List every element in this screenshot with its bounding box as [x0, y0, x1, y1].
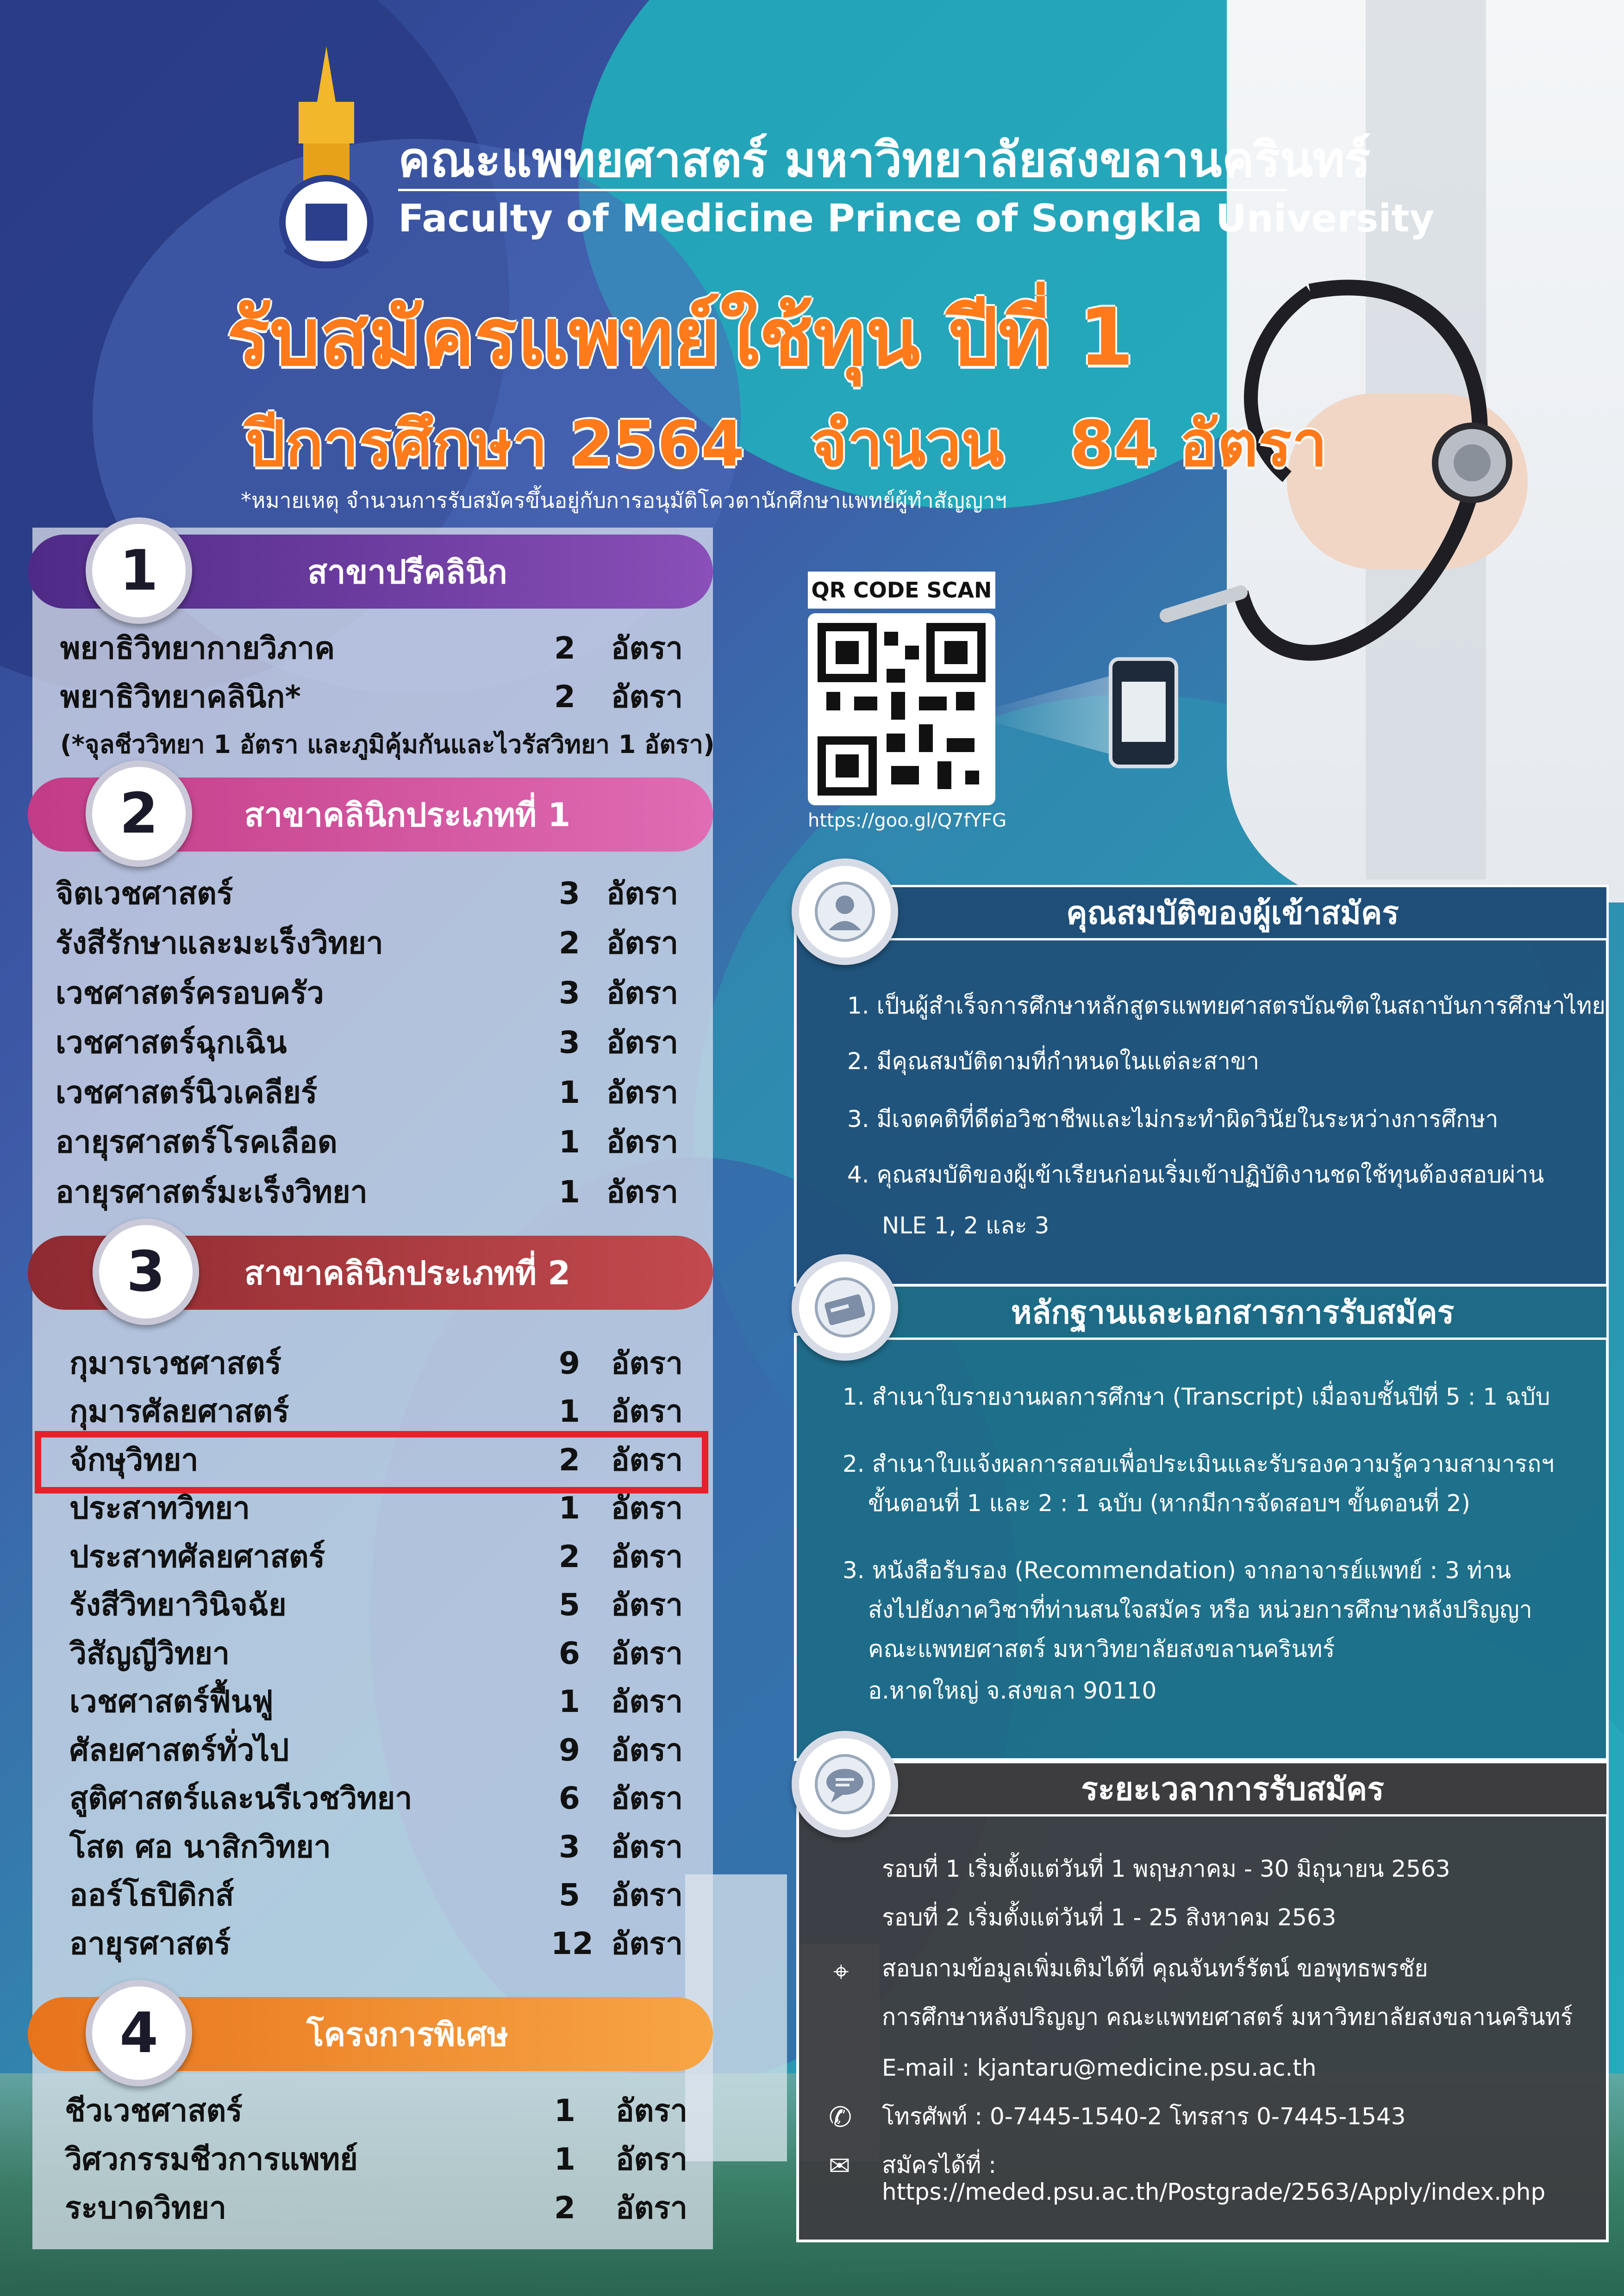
item-unit: อัตรา: [611, 678, 683, 715]
item-name: วิสัญญีวิทยา: [69, 1635, 230, 1671]
list-item: [56, 1020, 694, 1066]
item-count: 5: [559, 1877, 580, 1913]
main-title: รับสมัครแพทย์ใช้ทุน ปีที่ 1: [227, 291, 1134, 384]
item-unit: อัตรา: [606, 1174, 679, 1210]
item-count: 2: [559, 1442, 580, 1478]
document-2: 2. สำเนาใบแจ้งผลการสอบเพื่อประเมินและรับรองความรู้ความสามารถฯ: [843, 1450, 1555, 1477]
item-count: 3: [559, 875, 580, 911]
item-count: 2: [559, 1538, 580, 1574]
list-item: [69, 1533, 708, 1580]
highlight-box: [35, 1431, 708, 1493]
item-unit: อัตรา: [616, 2190, 688, 2226]
document-3-address: คณะแพทยศาสตร์ มหาวิทยาลัยสงขลานครินทร์: [868, 1636, 1335, 1662]
contact-line-1: สอบถามข้อมูลเพิ่มเติมได้ที่ คุณจันทร์รัตน์ ขอพุทธพรชัย: [882, 1955, 1428, 1982]
list-item: [65, 2136, 704, 2182]
qualifications-title: คุณสมบัติของผู้เข้าสมัคร: [1066, 895, 1399, 932]
list-item: [60, 673, 699, 720]
item-unit: อัตรา: [606, 1025, 679, 1060]
item-count: 1: [559, 1684, 580, 1719]
list-item: [69, 1872, 708, 1918]
document-3: 3. หนังสือรับรอง (Recommendation) จากอาจารย์แพทย์ : 3 ท่าน: [843, 1557, 1512, 1584]
qualification-2: 2. มีคุณสมบัติตามที่กำหนดในแต่ละสาขา: [847, 1048, 1260, 1075]
section-3-title: สาขาคลินิกประเภทที่ 2: [244, 1254, 571, 1292]
qualification-1: 1. เป็นผู้สำเร็จการศึกษาหลักสูตรแพทยศาสตรบัณฑิตในสถาบันการศึกษาไทย: [847, 992, 1605, 1019]
qualification-4-cont: NLE 1, 2 และ 3: [882, 1212, 1049, 1239]
mail-icon: ✉: [829, 2151, 850, 2181]
item-name: รังสีรักษาและมะเร็งวิทยา: [56, 925, 383, 961]
round-2: รอบที่ 2 เริ่มตั้งแต่วันที่ 1 - 25 สิงหาคม 2563: [882, 1904, 1337, 1931]
documents-title: หลักฐานและเอกสารการรับสมัคร: [1011, 1294, 1455, 1331]
item-unit: อัตรา: [606, 975, 679, 1011]
section-2-title: สาขาคลินิกประเภทที่ 1: [244, 796, 571, 834]
qr-url[interactable]: https://goo.gl/Q7fYFG: [808, 810, 1007, 831]
item-name: อายุรศาสตร์มะเร็งวิทยา: [56, 1174, 368, 1210]
qr-code-icon: [808, 613, 995, 805]
item-unit: อัตรา: [611, 1635, 683, 1671]
item-count: 3: [559, 975, 580, 1011]
qualification-4: 4. คุณสมบัติของผู้เข้าเรียนก่อนเริ่มเข้าปฏิบัติงานชดใช้ทุนต้องสอบผ่าน: [847, 1161, 1544, 1188]
section-2-number: 2: [86, 760, 192, 867]
item-name: วิศวกรรมชีวการแพทย์: [65, 2141, 358, 2177]
list-item: [69, 1775, 708, 1822]
qr-label: QR CODE SCAN: [808, 572, 995, 609]
item-name: ระบาดวิทยา: [65, 2190, 227, 2226]
item-count: 2: [554, 2190, 575, 2226]
item-count: 1: [559, 1124, 580, 1160]
item-unit: อัตรา: [611, 1442, 683, 1478]
item-count: 1: [559, 1074, 580, 1110]
item-count: 3: [559, 1829, 580, 1865]
period-title: ระยะเวลาการรับสมัคร: [1081, 1771, 1384, 1808]
qr-code[interactable]: [808, 613, 995, 805]
item-name: ประสาทวิทยา: [69, 1490, 250, 1526]
item-name: พยาธิวิทยาคลินิก*: [60, 678, 301, 715]
document-1: 1. สำเนาใบรายงานผลการศึกษา (Transcript) เมื่อจบชั้นปีที่ 5 : 1 ฉบับ: [843, 1383, 1550, 1410]
item-name: กุมารศัลยศาสตร์: [69, 1394, 289, 1429]
item-name: ศัลยศาสตร์ทั่วไป: [69, 1732, 289, 1768]
qualification-3: 3. มีเจตคติที่ดีต่อวิชาชีพและไม่กระทำผิดวินัยในระหว่างการศึกษา: [847, 1106, 1499, 1132]
section-3-number: 3: [93, 1219, 199, 1325]
document-3-city: อ.หาดใหญ่ จ.สงขลา 90110: [868, 1677, 1157, 1704]
section-1-number: 1: [86, 517, 192, 624]
item-name: ชีวเวชศาสตร์: [65, 2092, 243, 2128]
stethoscope-icon: [1148, 268, 1565, 824]
item-unit: อัตรา: [611, 1345, 683, 1381]
item-name: เวชศาสตร์นิวเคลียร์: [56, 1074, 318, 1110]
phone-icon: [1109, 657, 1178, 768]
list-item: [69, 1727, 708, 1773]
item-unit: อัตรา: [611, 1925, 683, 1961]
chat-bubble-icon: [792, 1731, 898, 1837]
list-item: [60, 625, 699, 671]
list-item: [69, 1388, 708, 1435]
contact-line-2: การศึกษาหลังปริญญา คณะแพทยศาสตร์ มหาวิทยาลัยสงขลานครินทร์: [882, 2004, 1573, 2030]
section-4-title: โครงการพิเศษ: [306, 2015, 509, 2053]
list-item: [56, 920, 694, 966]
document-3-cont: ส่งไปยังภาควิชาที่ท่านสนใจสมัคร หรือ หน่วยการศึกษาหลังปริญญา: [868, 1596, 1532, 1623]
item-unit: อัตรา: [606, 1074, 679, 1110]
round-1: รอบที่ 1 เริ่มตั้งแต่วันที่ 1 พฤษภาคม - 30 มิถุนายน 2563: [882, 1855, 1450, 1882]
item-name: จักษุวิทยา: [69, 1442, 199, 1478]
item-count: 12: [551, 1925, 593, 1961]
university-crest-icon: [250, 46, 403, 268]
header-note: *หมายเหตุ จำนวนการรับสมัครขึ้นอยู่กับการอนุมัติโควตานักศึกษาแพทย์ผู้ทำสัญญาฯ: [241, 488, 1007, 513]
item-count: 2: [554, 678, 575, 715]
item-count: 3: [559, 1025, 580, 1060]
item-count: 1: [559, 1490, 580, 1526]
list-item: [56, 870, 694, 916]
item-unit: อัตรา: [611, 1829, 683, 1865]
item-name: เวชศาสตร์ครอบครัว: [56, 975, 324, 1011]
list-item: [69, 1823, 708, 1870]
list-item: [69, 1582, 708, 1628]
list-item: [56, 1169, 694, 1215]
list-item: [56, 970, 694, 1016]
list-item: [69, 1630, 708, 1676]
list-item: [65, 2184, 704, 2231]
item-count: 1: [559, 1174, 580, 1210]
document-2-cont: ขั้นตอนที่ 1 และ 2 : 1 ฉบับ (หากมีการจัดสอบฯ ขั้นตอนที่ 2): [868, 1490, 1471, 1517]
documents-header: [856, 1284, 1609, 1340]
item-unit: อัตรา: [616, 2092, 688, 2128]
item-name: จิตเวชศาสตร์: [56, 875, 233, 911]
item-unit: อัตรา: [611, 1780, 683, 1816]
list-item: [65, 2087, 704, 2134]
item-count: 9: [559, 1732, 580, 1768]
item-count: 1: [559, 1394, 580, 1429]
contact-email[interactable]: E-mail : kjantaru@medicine.psu.ac.th: [882, 2054, 1317, 2081]
item-unit: อัตรา: [611, 1587, 683, 1623]
list-item: [56, 1069, 694, 1115]
item-unit: อัตรา: [606, 925, 679, 961]
item-name: ออร์โธปิดิกส์: [69, 1877, 234, 1913]
faculty-name-en: Faculty of Medicine Prince of Songkla University: [398, 197, 1435, 241]
item-name: อายุรศาสตร์โรคเลือด: [56, 1124, 337, 1160]
section-1-title: สาขาปรีคลินิก: [307, 553, 507, 591]
header-divider: [398, 189, 1287, 191]
faculty-name-th: คณะแพทยศาสตร์ มหาวิทยาลัยสงขลานครินทร์: [398, 131, 1371, 188]
item-name: ประสาทศัลยศาสตร์: [69, 1538, 325, 1574]
item-name: รังสีวิทยาวินิจฉัย: [69, 1587, 287, 1623]
item-unit: อัตรา: [611, 1394, 683, 1429]
location-pin-icon: ⌖: [833, 1955, 849, 1988]
item-unit: อัตรา: [606, 1124, 679, 1160]
item-name: สูติศาสตร์และนรีเวชวิทยา: [69, 1780, 412, 1816]
id-card-icon: [792, 1254, 898, 1361]
apply-url[interactable]: สมัครได้ที่ : https://meded.psu.ac.th/Postgrade/2563/Apply/index.php: [882, 2152, 1546, 2205]
item-name: โสต ศอ นาสิกวิทยา: [69, 1829, 331, 1865]
period-header: [856, 1761, 1609, 1817]
item-name: เวชศาสตร์ฟื้นฟู: [69, 1684, 274, 1719]
item-name: กุมารเวชศาสตร์: [69, 1345, 281, 1381]
contact-phone: โทรศัพท์ : 0-7445-1540-2 โทรสาร 0-7445-1543: [882, 2103, 1406, 2130]
list-item: [69, 1679, 708, 1725]
section-1-footnote: (*จุลชีววิทยา 1 อัตรา และภูมิคุ้มกันและไวรัสวิทยา 1 อัตรา): [60, 730, 715, 759]
item-name: พยาธิวิทยากายวิภาค: [60, 630, 335, 666]
list-item: [69, 1920, 708, 1966]
list-item: [56, 1119, 694, 1165]
item-unit: อัตรา: [611, 1877, 683, 1913]
section-4-number: 4: [86, 1980, 192, 2086]
item-name: อายุรศาสตร์: [69, 1925, 231, 1961]
user-icon: [792, 859, 898, 965]
item-unit: อัตรา: [611, 630, 683, 666]
list-item: [69, 1340, 708, 1386]
item-count: 9: [559, 1345, 580, 1381]
item-unit: อัตรา: [616, 2141, 688, 2177]
sub-title: ปีการศึกษา 2564 จำนวน 84 อัตรา: [245, 408, 1328, 481]
item-unit: อัตรา: [611, 1684, 683, 1719]
item-unit: อัตรา: [611, 1490, 683, 1526]
item-unit: อัตรา: [611, 1732, 683, 1768]
item-unit: อัตรา: [611, 1538, 683, 1574]
item-count: 1: [554, 2141, 575, 2177]
item-count: 6: [559, 1635, 580, 1671]
item-count: 6: [559, 1780, 580, 1816]
item-count: 1: [554, 2092, 575, 2128]
item-count: 2: [559, 925, 580, 961]
item-count: 2: [554, 630, 575, 666]
phone-icon-small: ✆: [829, 2101, 852, 2134]
qualifications-header: [856, 885, 1609, 940]
item-count: 5: [559, 1587, 580, 1623]
item-unit: อัตรา: [606, 875, 679, 911]
item-name: เวชศาสตร์ฉุกเฉิน: [56, 1025, 287, 1060]
